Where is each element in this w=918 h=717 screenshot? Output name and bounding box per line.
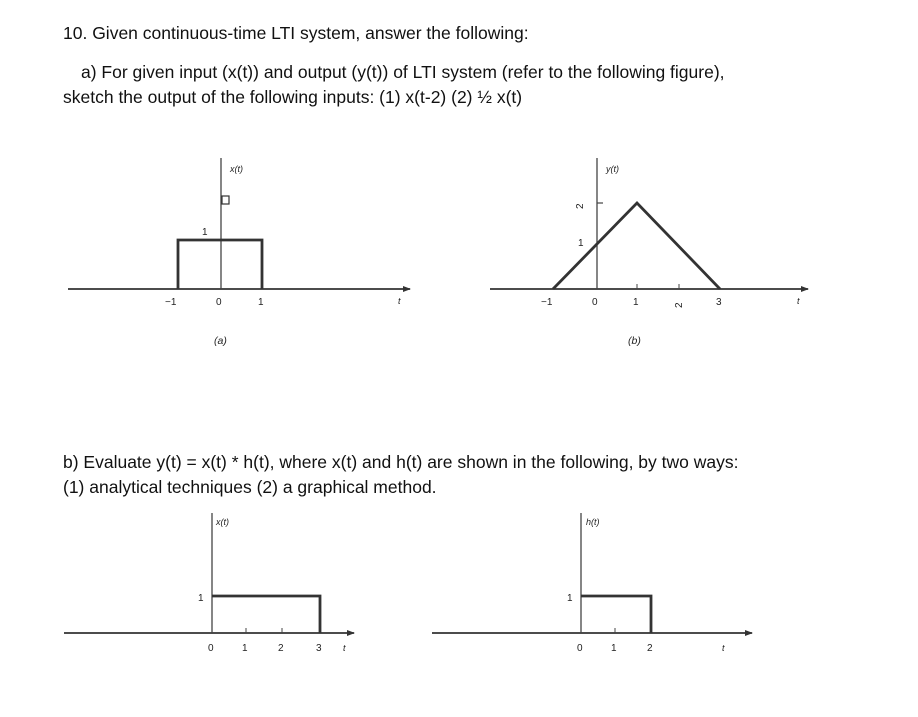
fig-b-y-tick-2: 2	[575, 203, 586, 209]
fig-c-x-tick-3: 3	[316, 643, 322, 654]
fig-d-x-tick-0: 0	[577, 643, 583, 654]
fig-d-x-tick-2: 2	[647, 643, 653, 654]
fig-b-x-tick-3: 3	[716, 297, 722, 308]
fig-c-x-tick-2: 2	[278, 643, 284, 654]
fig-b-x-tick-2: 2	[674, 302, 685, 308]
fig-b-x-tick-neg1: −1	[541, 297, 553, 308]
fig-a-rect-pulse	[178, 240, 262, 289]
fig-b-signal-label: y(t)	[606, 164, 619, 174]
fig-d-x-tick-1: 1	[611, 643, 617, 654]
fig-b-axis-label: t	[797, 296, 800, 306]
fig-a-caption: (a)	[214, 335, 227, 347]
fig-c-axis-label: t	[343, 643, 346, 653]
fig-d-signal-label: h(t)	[586, 517, 600, 527]
fig-b-y-tick-1: 1	[578, 238, 584, 249]
fig-d-rect-pulse	[581, 596, 651, 633]
fig-c-x-tick-0: 0	[208, 643, 214, 654]
fig-a-axis-label: t	[398, 296, 401, 306]
fig-a-x-tick-neg1: −1	[165, 297, 177, 308]
fig-a-x-tick-0: 0	[216, 297, 222, 308]
fig-a-x-tick-1: 1	[258, 297, 264, 308]
figure-b-output-signal	[490, 158, 808, 347]
question-title: 10. Given continuous-time LTI system, answer the following:	[63, 23, 529, 43]
fig-c-rect-pulse	[212, 596, 320, 633]
figure-d-impulse-response	[432, 513, 752, 654]
fig-b-x-tick-1: 1	[633, 297, 639, 308]
fig-d-axis-label: t	[722, 643, 725, 653]
part-b-line-2: (1) analytical techniques (2) a graphical method.	[63, 477, 437, 497]
figure-a-input-signal	[68, 158, 410, 347]
part-b-line-1: b) Evaluate y(t) = x(t) * h(t), where x(t) and h(t) are shown in the following, by two ways:	[63, 452, 739, 472]
fig-d-y-tick-1: 1	[567, 593, 573, 604]
fig-b-x-tick-0: 0	[592, 297, 598, 308]
fig-c-x-tick-1: 1	[242, 643, 248, 654]
fig-a-signal-label: x(t)	[230, 164, 243, 174]
fig-c-signal-label: x(t)	[216, 517, 229, 527]
fig-a-y-tick-1: 1	[202, 227, 208, 238]
fig-b-caption: (b)	[628, 335, 641, 347]
part-a-line-1: a) For given input (x(t)) and output (y(t)) of LTI system (refer to the following figure),	[81, 62, 725, 82]
fig-c-y-tick-1: 1	[198, 593, 204, 604]
part-a-line-2: sketch the output of the following inputs: (1) x(t-2) (2) ½ x(t)	[63, 87, 523, 107]
figure-c-input-signal	[64, 513, 354, 654]
fig-a-impulse-marker	[222, 196, 229, 204]
